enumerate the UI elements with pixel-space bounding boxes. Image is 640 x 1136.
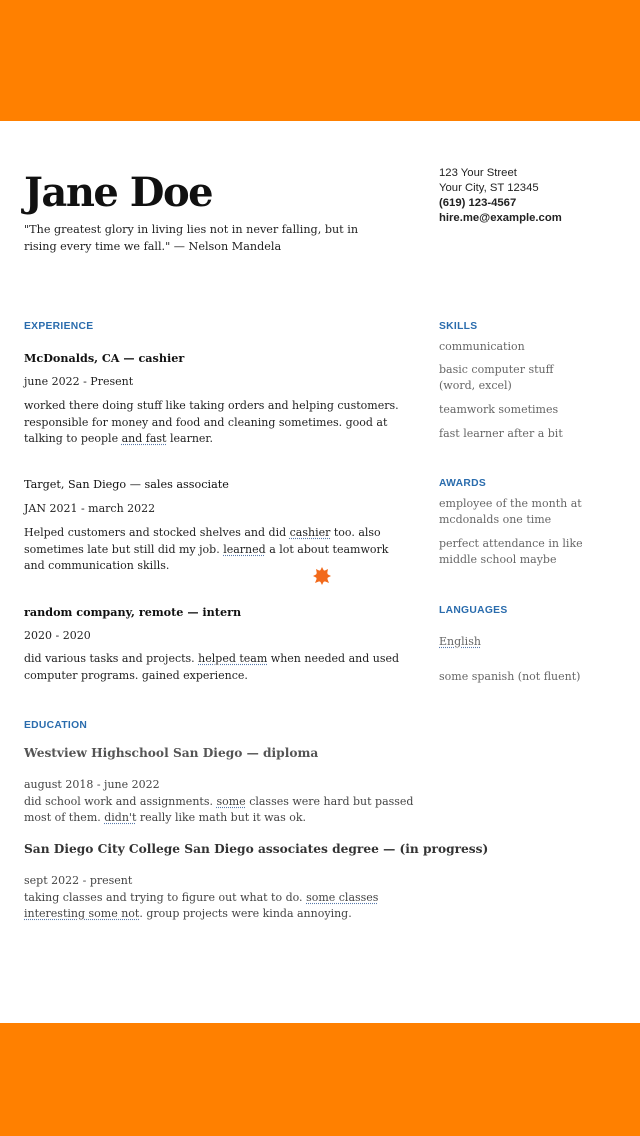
job-title: random company, remote — intern [24, 605, 242, 619]
school-description [24, 890, 414, 923]
awards-heading: AWARDS [439, 478, 486, 489]
spellcheck-mark: helped team [198, 652, 268, 665]
spellcheck-mark: didn't [104, 811, 137, 824]
school-desc-text: taking classes and trying to figure out what to do. [24, 890, 303, 904]
job-description [24, 398, 409, 448]
candidate-name: Jane Doe [24, 169, 213, 216]
job-desc-text: learner. [169, 432, 213, 445]
education-heading: EDUCATION [24, 720, 88, 731]
job-desc-text: when needed and used computer programs. gained experience. [24, 652, 400, 682]
skill-item: fast learner after a bit [439, 427, 563, 440]
job-title: Target, San Diego — sales associate [24, 478, 229, 491]
language-item: English [439, 635, 481, 648]
skills-heading: SKILLS [439, 321, 478, 332]
job-desc-text: too. also sometimes late but still did my job. [24, 526, 381, 556]
job-desc-text: did various tasks and projects. [24, 652, 195, 665]
school-desc-text: classes were hard but passed most of them. [24, 794, 414, 824]
bottom-orange-band [0, 1023, 640, 1136]
job-description [24, 651, 409, 684]
school-title: San Diego City College San Diego associates degree — (in progress) [24, 842, 489, 856]
spellcheck-mark: and fast [121, 432, 167, 445]
school-desc-text: really like math but it was ok. [139, 811, 307, 824]
contact-block [439, 166, 562, 226]
language-item: some spanish (not fluent) [439, 670, 581, 683]
job-desc-text: Helped customers and stocked shelves and did [24, 526, 287, 539]
school-desc-text: . group projects were kinda annoying. [139, 907, 352, 920]
top-orange-band [0, 0, 640, 121]
job-desc-text: a lot about teamwork and communication skills. [24, 542, 389, 572]
school-details [24, 777, 414, 827]
award-item: perfect attendance in like middle school maybe [439, 537, 583, 566]
award-item: employee of the month at mcdonalds one time [439, 497, 582, 526]
header-quote: "The greatest glory in living lies not in never falling, but in rising every time we fall." — Nelson Mandela [24, 223, 359, 253]
experience-heading: EXPERIENCE [24, 321, 94, 332]
resume-page [0, 121, 640, 1023]
contact-street: 123 Your Street [439, 167, 517, 179]
job-dates: JAN 2021 - march 2022 [24, 502, 156, 515]
orange-paint-splat [312, 566, 332, 586]
job-dates: june 2022 - Present [24, 375, 134, 388]
languages-heading: LANGUAGES [439, 605, 508, 616]
school-description [24, 794, 414, 827]
skill-item: basic computer stuff (word, excel) [439, 363, 554, 392]
contact-phone[interactable]: (619) 123-4567 [439, 197, 517, 209]
contact-email[interactable]: hire.me@example.com [439, 212, 562, 224]
school-dates: august 2018 - june 2022 [24, 778, 160, 791]
job-desc-text: worked there doing stuff like taking orders and helping customers. responsible for money and food and cleaning sometimes. good at talking to people [24, 399, 399, 445]
job-title: McDonalds, CA — cashier [24, 351, 185, 365]
school-details [24, 873, 414, 923]
job-dates: 2020 - 2020 [24, 629, 91, 642]
job-description [24, 525, 409, 575]
spellcheck-mark: cashier [289, 526, 331, 539]
spellcheck-mark: learned [223, 542, 266, 556]
school-desc-text: did school work and assignments. [24, 794, 213, 808]
spellcheck-mark: some classes interesting some not [24, 890, 379, 920]
skill-item: teamwork sometimes [439, 403, 559, 416]
school-dates: sept 2022 - present [24, 874, 133, 887]
spellcheck-mark: some [216, 794, 246, 808]
contact-city: Your City, ST 12345 [439, 182, 539, 194]
school-title: Westview Highschool San Diego — diploma [24, 746, 319, 760]
skill-item: communication [439, 340, 525, 353]
